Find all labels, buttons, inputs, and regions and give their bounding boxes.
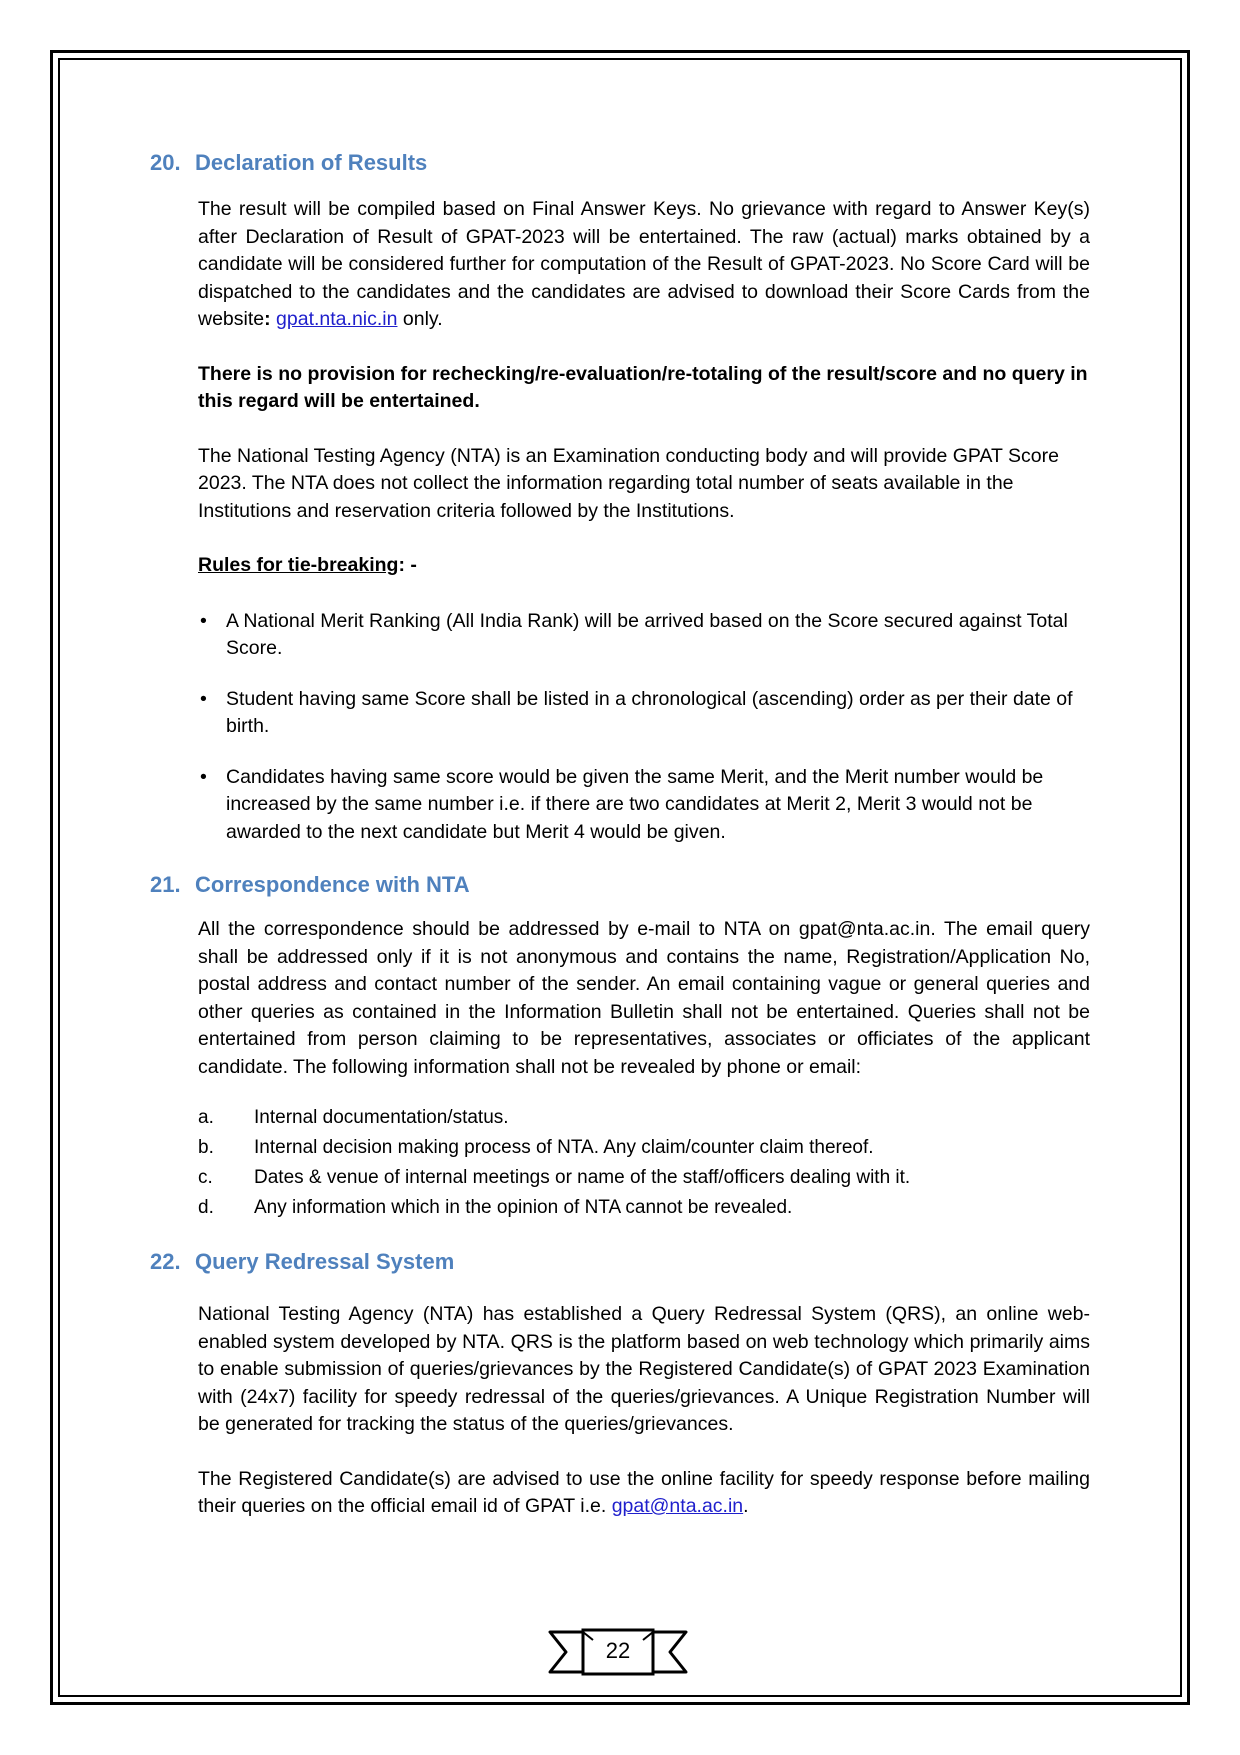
website-link[interactable]: gpat.nta.nic.in <box>276 308 398 330</box>
page-number: 22 <box>605 1638 631 1663</box>
results-paragraph: The result will be compiled based on Final Answer Keys. No grievance with regard to Answer Key(s) after Declaration of Result of GPAT-2023 will be entertained. The raw (actual) marks obtained by a candidate will be considered further for computation of the Result of GPAT-2023. No Score Card will be dispatched to the candidates and the candidates are advised to download their Score Cards from the website: gpat.nta.nic.in only. <box>198 198 1090 330</box>
section-body-21 <box>198 916 1090 1223</box>
list-item: • A National Merit Ranking (All India Rank) will be arrived based on the Score secured against Total Score. <box>200 609 1068 659</box>
correspondence-paragraph: All the correspondence should be addressed by e-mail to NTA on gpat@nta.ac.in. The email query shall be addressed only if it is not anonymous and contains the name, Registration/Application No, postal address and contact number of the sender. An email containing vague or general queries and other queries as contained in the Information Bulletin shall not be entertained. Queries shall not be entertained from person claiming to be representatives, associates or officiates of the applicant candidate. The following information shall not be revealed by phone or email: <box>198 918 1090 1078</box>
section-body-20 <box>198 196 1090 846</box>
list-item: a. Internal documentation/status. <box>198 1107 509 1128</box>
bullet-icon: • <box>200 609 207 632</box>
section-body-22 <box>198 1301 1090 1521</box>
list-item: b. Internal decision making process of NTA. Any claim/counter claim thereof. <box>198 1137 874 1158</box>
email-paragraph: The Registered Candidate(s) are advised to use the online facility for speedy response before mailing their queries on the official email id of GPAT i.e. gpat@nta.ac.in. <box>198 1467 1090 1517</box>
section-heading-20: 20. Declaration of Results <box>150 150 428 175</box>
bullet-icon: • <box>200 765 207 788</box>
not-revealed-list <box>198 1103 1090 1223</box>
bullet-icon: • <box>200 687 207 710</box>
page-number-ribbon <box>548 1628 688 1680</box>
list-item: • Candidates having same score would be given the same Merit, and the Merit number would be increased by the same number i.e. if there are two candidates at Merit 2, Merit 3 would not be awarded to the next candidate but Merit 4 would be given. <box>200 765 1044 843</box>
rules-heading: Rules for tie-breaking: - <box>198 554 417 576</box>
section-heading-22: 22. Query Redressal System <box>150 1249 455 1274</box>
list-item: c. Dates & venue of internal meetings or name of the staff/officers dealing with it. <box>198 1167 911 1188</box>
section-heading-21: 21. Correspondence with NTA <box>150 872 470 897</box>
tie-breaking-list <box>198 608 1090 847</box>
list-item: • Student having same Score shall be listed in a chronological (ascending) order as per their date of birth. <box>200 687 1073 737</box>
nta-paragraph: The National Testing Agency (NTA) is an Examination conducting body and will provide GPAT Score 2023. The NTA does not collect the information regarding total number of seats available in the Institutions and reservation criteria followed by the Institutions. <box>198 444 1059 522</box>
email-link[interactable]: gpat@nta.ac.in <box>611 1495 744 1517</box>
qrs-paragraph: National Testing Agency (NTA) has established a Query Redressal System (QRS), an online web-enabled system developed by NTA. QRS is the platform based on web technology which primarily aims to enable submission of queries/grievances by the Registered Candidate(s) of GPAT 2023 Examination with (24x7) facility for speedy redressal of the queries/grievances. A Unique Registration Number will be generated for tracking the status of the queries/grievances. <box>198 1303 1090 1435</box>
no-recheck-note: There is no provision for rechecking/re-evaluation/re-totaling of the result/score and no query in this regard will be entertained. <box>198 362 1088 412</box>
page-content <box>150 148 1090 1521</box>
list-item: d. Any information which in the opinion of NTA cannot be revealed. <box>198 1197 793 1218</box>
